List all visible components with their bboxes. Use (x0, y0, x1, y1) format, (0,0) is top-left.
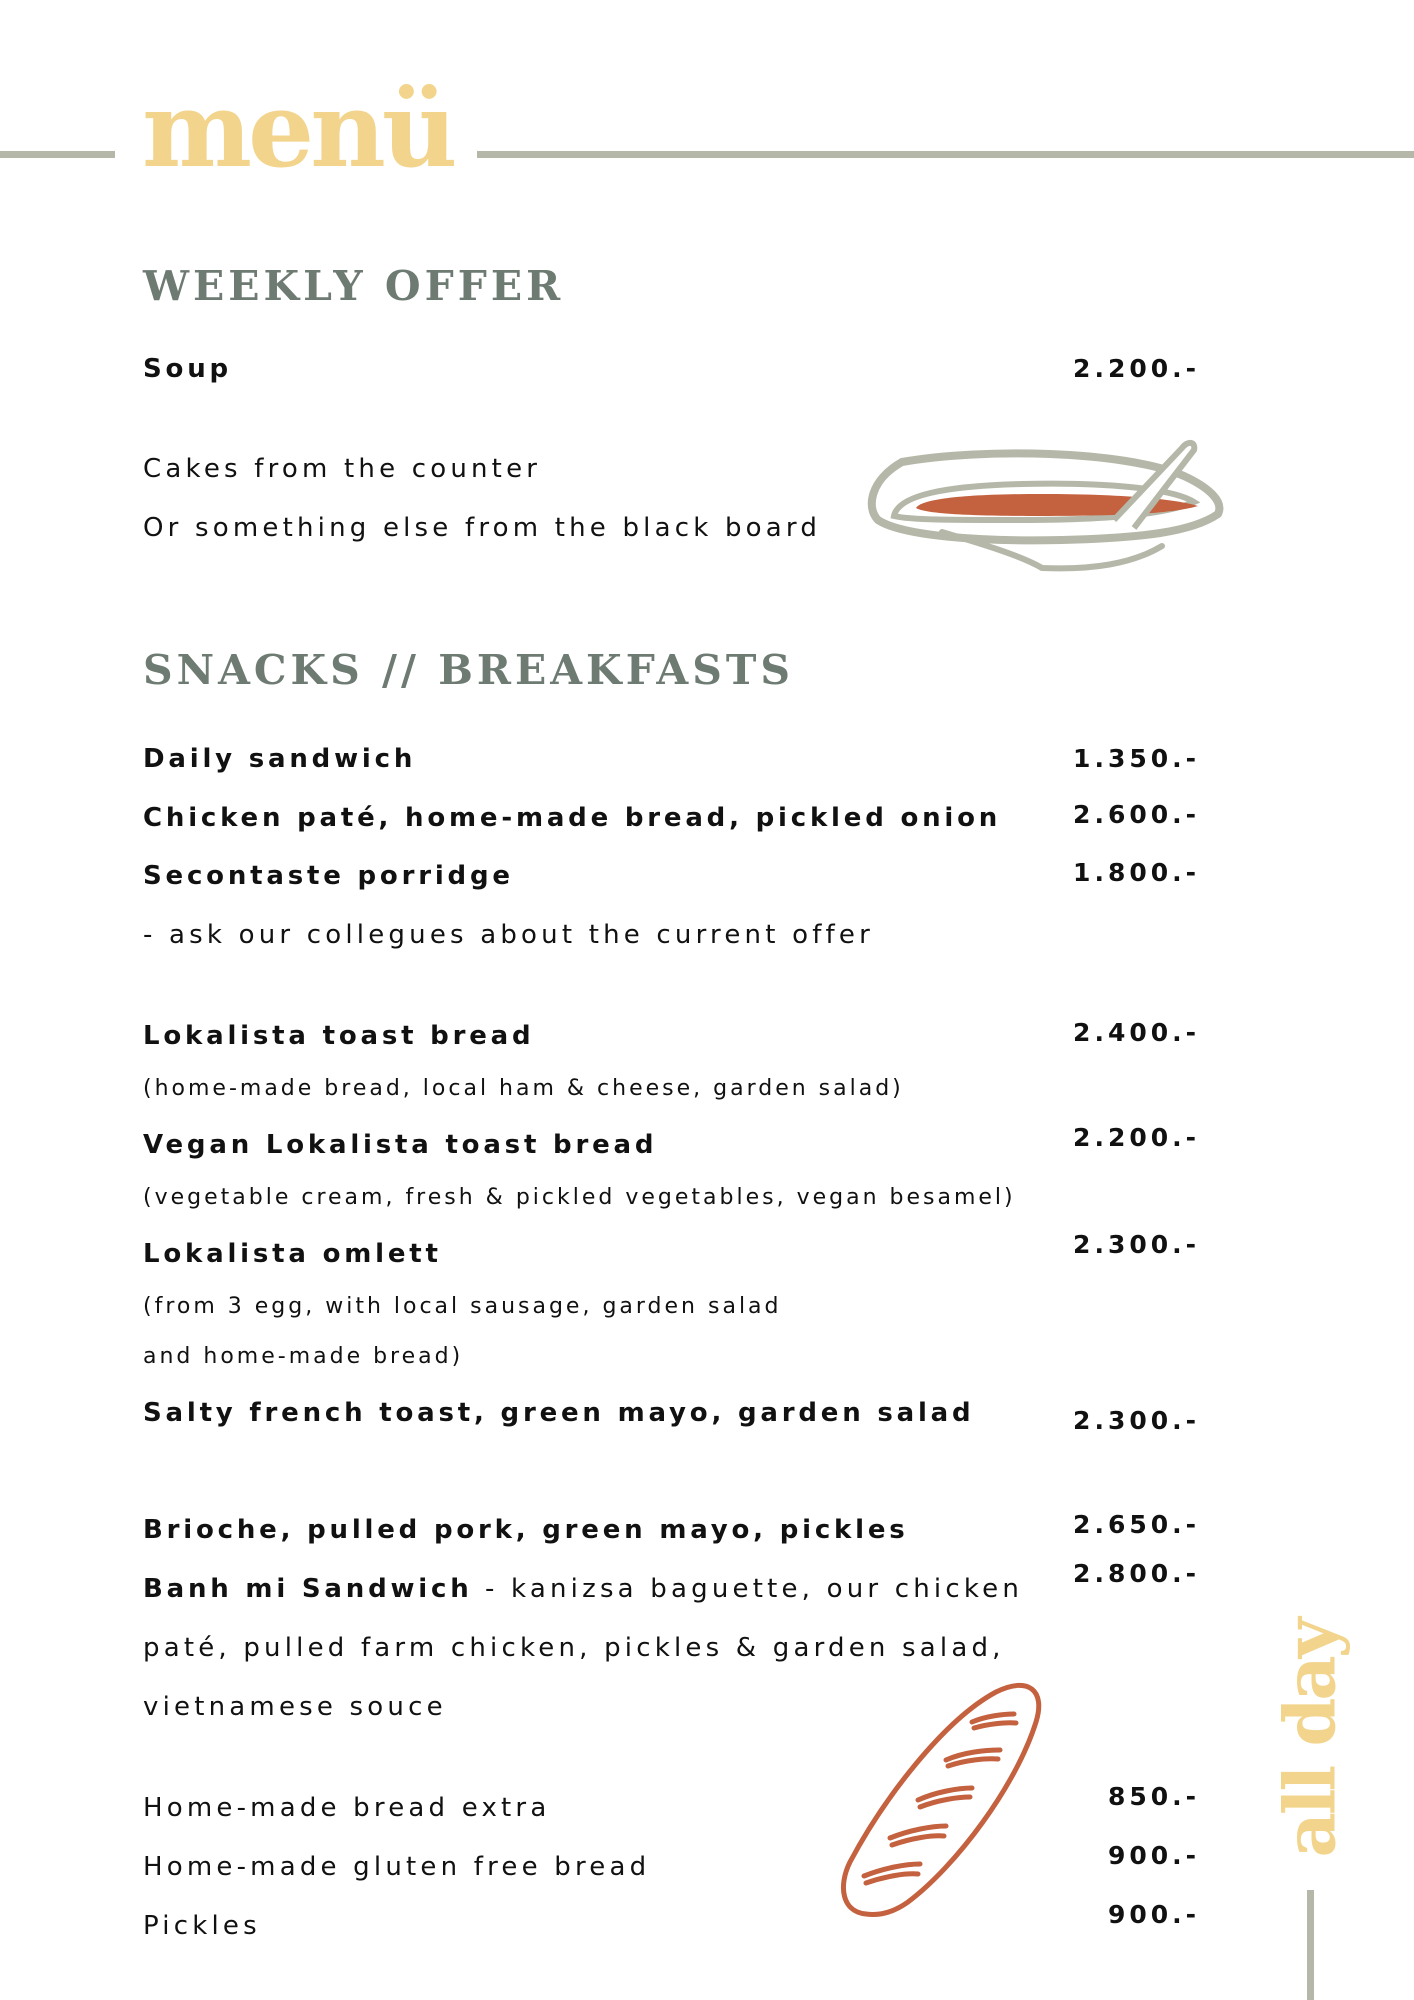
header-rule-left (0, 151, 115, 158)
porridge-note: - ask our collegues about the current offer (143, 920, 874, 950)
price-extra-bread: 850.- (1107, 1782, 1200, 1811)
price-lokalista-toast: 2.400.- (1073, 1018, 1200, 1047)
menu-item-daily-sandwich: Daily sandwich (143, 744, 417, 774)
price-chicken-pate: 2.600.- (1073, 800, 1200, 829)
price-gluten-free-bread: 900.- (1107, 1841, 1200, 1870)
all-day-text: all day (1268, 1620, 1352, 1858)
banh-mi-desc-2: paté, pulled farm chicken, pickles & garden salad, (143, 1633, 1005, 1663)
price-daily-sandwich: 1.350.- (1073, 744, 1200, 773)
vegan-toast-desc: (vegetable cream, fresh & pickled vegetables, vegan besamel) (143, 1185, 1016, 1210)
soup-bowl-icon (862, 436, 1232, 586)
menu-logo: menü (142, 68, 454, 191)
cakes-line: Cakes from the counter (143, 454, 542, 484)
extra-gluten-free-bread: Home-made gluten free bread (143, 1852, 651, 1882)
side-rule (1307, 1890, 1314, 2000)
price-porridge: 1.800.- (1073, 858, 1200, 887)
blackboard-line: Or something else from the black board (143, 513, 822, 543)
menu-item-lokalista-toast: Lokalista toast bread (143, 1021, 535, 1051)
price-brioche: 2.650.- (1073, 1510, 1200, 1539)
menu-item-porridge: Secontaste porridge (143, 861, 514, 891)
price-vegan-toast: 2.200.- (1073, 1123, 1200, 1152)
lokalista-toast-desc: (home-made bread, local ham & cheese, garden salad) (143, 1076, 904, 1101)
menu-item-vegan-toast: Vegan Lokalista toast bread (143, 1130, 658, 1160)
all-day-label (1250, 1620, 1370, 1858)
weekly-offer-title: WEEKLY OFFER (143, 262, 565, 310)
menu-item-french-toast: Salty french toast, green mayo, garden salad (143, 1398, 975, 1428)
price-pickles: 900.- (1107, 1900, 1200, 1929)
header-rule-right (477, 151, 1414, 158)
banh-mi-name: Banh mi Sandwich (143, 1574, 473, 1604)
extra-pickles: Pickles (143, 1911, 261, 1941)
baguette-icon (836, 1676, 1048, 1930)
omlett-desc-1: (from 3 egg, with local sausage, garden salad (143, 1294, 782, 1319)
snacks-breakfasts-title: SNACKS // BREAKFASTS (143, 646, 794, 694)
price-omlett: 2.300.- (1073, 1230, 1200, 1259)
menu-item-brioche: Brioche, pulled pork, green mayo, pickles (143, 1515, 909, 1545)
soup-price: 2.200.- (1073, 354, 1200, 383)
price-banh-mi: 2.800.- (1073, 1559, 1200, 1588)
banh-mi-desc-3: vietnamese souce (143, 1692, 447, 1722)
menu-item-omlett: Lokalista omlett (143, 1239, 442, 1269)
omlett-desc-2: and home-made bread) (143, 1344, 464, 1369)
price-french-toast: 2.300.- (1073, 1406, 1200, 1435)
extra-bread: Home-made bread extra (143, 1793, 551, 1823)
banh-mi-desc: - kanizsa baguette, our chicken (472, 1574, 1024, 1604)
menu-item-banh-mi (143, 1576, 1023, 1602)
soup-name: Soup (143, 354, 232, 384)
menu-item-chicken-pate: Chicken paté, home-made bread, pickled onion (143, 803, 1002, 833)
